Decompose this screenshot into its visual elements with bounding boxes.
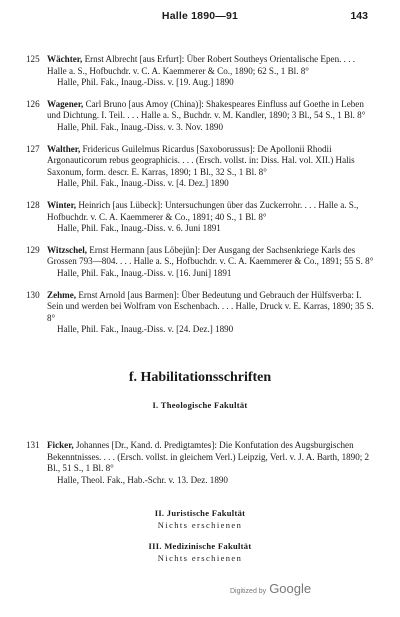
entry-body: [47, 245, 374, 280]
entry-text: Ernst Albrecht [aus Erfurt]: Über Robert Southeys Orientalische Epen. . . . Halle a. S., Hofbuchdr. v. C. A. Kaemmerer & Co., 1890; 62 S., 1 Bl. 8°: [47, 54, 356, 76]
entry-author: Zehme,: [47, 289, 77, 300]
entry-note: Halle, Phil. Fak., Inaug.-Diss. v. [4. Dez.] 1890: [57, 178, 229, 189]
page-number: 143: [350, 10, 368, 22]
entry-body: [47, 54, 374, 89]
section-heading: f. Habilitationsschriften: [128, 370, 272, 385]
entry-text: Carl Bruno [aus Amoy (China)]: Shakespeares Einfluss auf Goethe in Leben und Dichtung. I. Teil. . . . Halle a. S., Buchdr. v. M. Kandler, 1890; 3 Bl., 54 S., 1 Bl. 8°: [47, 98, 366, 121]
entry-number: 129: [26, 244, 40, 255]
list-item: [26, 200, 374, 235]
nothing-published-medicine: Nichts erschienen: [157, 553, 243, 563]
watermark-brand: Google: [269, 581, 312, 596]
entry-text: Johannes [Dr., Kand. d. Predigtamtes]: Die Konfutation des Augsburgischen Bekenntnisses. . . . (Ersch. vollst. in gleichem Verl.) Leipzig, Verl. v. J. A. Barth, 1890; 2 Bl., 51 S., 1 Bl. 8°: [47, 440, 370, 474]
list-item: [26, 99, 374, 134]
entry-body: [47, 144, 374, 190]
list-item: [26, 440, 374, 486]
faculty-heading-medicine: III. Medizinische Fakultät: [148, 541, 252, 551]
google-watermark: [230, 580, 311, 598]
entry-text: Ernst Hermann [aus Löbejün]: Der Ausgang der Sachsenkriege Karls des Grossen 793—804. . . . Halle a. S., Hofbuchdr. v. C. A. Kaemmerer & Co., 1891; 55 S. 8°: [47, 244, 374, 267]
entry-author: Wagener,: [47, 98, 84, 109]
list-item: [26, 144, 374, 190]
entry-text: Ernst Arnold [aus Barmen]: Über Bedeutung und Gebrauch der Hülfsverba: I. Sein und werden bei Wolfram von Eschenbach. . . . Halle, Druck v. E. Karras, 1890; 35 S. 8°: [47, 289, 374, 323]
nothing-published-law: Nichts erschienen: [157, 520, 243, 530]
faculty-heading-law: II. Juristische Fakultät: [154, 508, 246, 518]
page-title: Halle 1890—91: [161, 10, 239, 22]
entry-list: [26, 54, 374, 346]
entry-note: Halle, Theol. Fak., Hab.-Schr. v. 13. Dez. 1890: [57, 474, 228, 485]
entry-author: Winter,: [47, 199, 77, 210]
faculty-heading-theology: I. Theologische Fakultät: [152, 400, 248, 410]
entry-body: [47, 440, 374, 486]
entry-note: Halle, Phil. Fak., Inaug.-Diss. v. [19. Aug.] 1890: [57, 77, 234, 88]
entry-text: Fridericus Guilelmus Ricardus [Saxoborussus]: De Apollonii Rhodii Argonauticorum rebus geographicis. . . . (Ersch. vollst. in: Diss. Hal. vol. XII.) Halis Saxonum, form. descr. E. Karras, 1890; 1 Bl., 32 S., 1 Bl. 8°: [47, 143, 355, 177]
entry-author: Wächter,: [47, 54, 83, 64]
list-item: [26, 290, 374, 336]
entry-number: 128: [26, 199, 40, 210]
entry-author: Walther,: [47, 143, 81, 154]
entry-note: Halle, Phil. Fak., Inaug.-Diss. v. [16. Juni] 1891: [57, 267, 232, 278]
entry-number: 126: [26, 98, 40, 109]
entry-note: Halle, Phil. Fak., Inaug.-Diss. v. 6. Juni 1891: [57, 223, 221, 234]
entry-body: [47, 200, 374, 235]
list-item: [26, 54, 374, 89]
entry-number: 127: [26, 143, 40, 154]
watermark-prefix: Digitized by: [230, 588, 267, 595]
habilitation-entry: [26, 440, 374, 486]
entry-author: Ficker,: [47, 440, 74, 450]
list-item: [26, 245, 374, 280]
entry-note: Halle, Phil. Fak., Inaug.-Diss. v. 3. Nov. 1890: [57, 121, 224, 132]
entry-number: 130: [26, 289, 40, 300]
entry-text: Heinrich [aus Lübeck]: Untersuchungen über das Zuckerrohr. . . . Halle a. S., Hofbuchdr. v. C. A. Kaemmerer & Co., 1891; 40 S., 1 Bl. 8°: [47, 199, 359, 222]
entry-number: 125: [26, 54, 40, 64]
entry-note: Halle, Phil. Fak., Inaug.-Diss. v. [24. Dez.] 1890: [57, 324, 234, 335]
entry-author: Witzschel,: [47, 244, 87, 255]
entry-number: 131: [26, 440, 40, 450]
entry-body: [47, 99, 374, 134]
entry-body: [47, 290, 374, 336]
